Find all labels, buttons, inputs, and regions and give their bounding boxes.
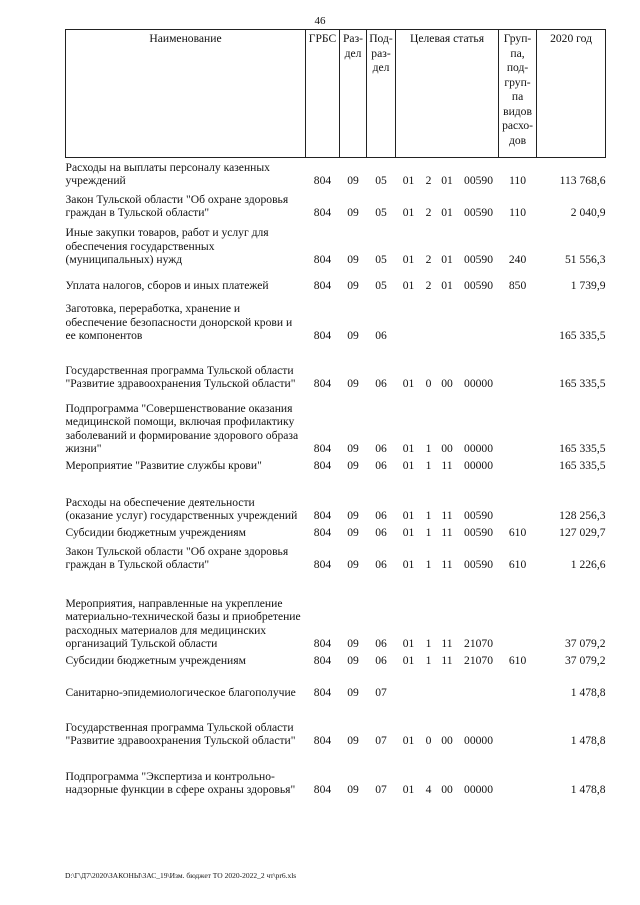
row-event: 00 — [441, 783, 453, 796]
row-section: 09 — [347, 637, 359, 650]
row-event: 11 — [441, 654, 453, 667]
row-program — [396, 295, 422, 345]
row-event: 01 — [441, 279, 453, 292]
row-direction: 00590 — [464, 526, 494, 539]
row-event: 11 — [441, 526, 453, 539]
row-amount: 2 040,9 — [570, 206, 606, 219]
row-expense-group — [499, 702, 537, 750]
row-subsection: 06 — [375, 459, 387, 472]
table-row — [66, 295, 606, 345]
row-expense-group — [499, 750, 537, 799]
row-subsection: 05 — [375, 279, 387, 292]
row-program: 01 — [402, 459, 415, 472]
table-row — [66, 190, 606, 222]
table-row — [66, 670, 606, 702]
row-subsection: 07 — [375, 734, 387, 747]
row-program — [396, 670, 422, 702]
row-subprogram: 4 — [425, 783, 432, 796]
table-row — [66, 702, 606, 750]
row-grbs: 804 — [313, 783, 332, 796]
row-expense-group — [499, 574, 537, 653]
row-grbs: 804 — [313, 509, 332, 522]
row-section: 09 — [347, 279, 359, 292]
row-program: 01 — [402, 253, 415, 266]
row-subsection: 06 — [375, 637, 387, 650]
row-amount: 37 079,2 — [564, 654, 606, 667]
table-row — [66, 222, 606, 269]
row-subsection: 06 — [375, 442, 387, 455]
row-subsection: 06 — [375, 654, 387, 667]
row-subprogram: 0 — [425, 377, 432, 390]
row-event: 01 — [441, 174, 453, 187]
row-amount: 127 029,7 — [559, 526, 606, 539]
row-subprogram: 0 — [425, 734, 432, 747]
row-program: 01 — [402, 377, 415, 390]
file-path-footer: D:\Г\Д7\2020\ЗАКОНЫ\ЗАС_19\Изм. бюджет ТО 2020-2022_2 чт\pr6.xls — [65, 871, 297, 880]
row-subsection: 06 — [375, 509, 387, 522]
row-section: 09 — [347, 654, 359, 667]
row-direction: 00590 — [464, 509, 494, 522]
row-grbs: 804 — [313, 558, 332, 571]
row-amount: 128 256,3 — [559, 509, 606, 522]
row-section: 09 — [347, 734, 359, 747]
row-name: Санитарно-эпидемиологическое благополучие — [65, 686, 296, 699]
row-subprogram: 2 — [425, 253, 432, 266]
table-row — [66, 393, 606, 458]
row-direction: 00590 — [464, 253, 494, 266]
row-amount: 165 335,5 — [559, 377, 606, 390]
row-name: Иные закупки товаров, работ и услуг для обеспечения государственных (муниципальных) нужд — [65, 226, 269, 266]
row-program: 01 — [402, 558, 415, 571]
header-section: Раз- дел — [340, 30, 367, 158]
header-name: Наименование — [66, 30, 306, 158]
row-direction: 00000 — [464, 734, 494, 747]
table-row — [66, 750, 606, 799]
row-name: Заготовка, переработка, хранение и обеспечение безопасности донорской крови и ее компонентов — [65, 302, 293, 342]
row-event — [436, 295, 459, 345]
row-direction: 21070 — [464, 654, 494, 667]
row-name: Субсидии бюджетным учреждениям — [65, 526, 246, 539]
header-target-article: Целевая статья — [396, 30, 499, 158]
table-header-row — [66, 30, 606, 158]
row-subprogram: 1 — [425, 509, 432, 522]
row-expense-group — [499, 670, 537, 702]
row-section: 09 — [347, 783, 359, 796]
row-event: 00 — [441, 377, 453, 390]
row-name: Подпрограмма "Экспертиза и контрольно-надзорные функции в сфере охраны здоровья" — [65, 769, 296, 796]
row-direction: 00000 — [464, 377, 494, 390]
row-section: 09 — [347, 558, 359, 571]
row-amount: 165 335,5 — [559, 442, 606, 455]
row-name: Мероприятия, направленные на укрепление материально-технической базы и приобретение расходных материалов для медицинских организаций Тульской области — [65, 596, 301, 650]
table-row — [66, 345, 606, 393]
row-name: Подпрограмма "Совершенствование оказания медицинской помощи, включая профилактику заболеваний и формирование здорового образа жизни" — [65, 401, 299, 455]
table-row — [66, 475, 606, 525]
row-event: 01 — [441, 253, 453, 266]
row-expense-group: 610 — [508, 526, 527, 539]
row-subprogram: 1 — [425, 558, 432, 571]
row-direction — [459, 295, 499, 345]
row-direction: 00000 — [464, 442, 494, 455]
row-grbs: 804 — [313, 654, 332, 667]
row-amount: 1 226,6 — [570, 558, 606, 571]
row-grbs: 804 — [313, 637, 332, 650]
table-row — [66, 653, 606, 670]
row-subprogram: 2 — [425, 279, 432, 292]
row-program: 01 — [402, 442, 415, 455]
header-subsection: Под- раз- дел — [367, 30, 396, 158]
row-grbs: 804 — [313, 329, 332, 342]
row-subprogram: 1 — [425, 654, 432, 667]
header-year: 2020 год — [537, 30, 606, 158]
table-body — [66, 158, 606, 799]
row-program: 01 — [402, 526, 415, 539]
row-expense-group — [499, 475, 537, 525]
row-section: 09 — [347, 442, 359, 455]
row-grbs: 804 — [313, 526, 332, 539]
row-name: Уплата налогов, сборов и иных платежей — [65, 279, 269, 292]
row-amount: 51 556,3 — [564, 253, 606, 266]
header-expense-group: Груп- па, под- груп- па видов расхо- дов — [499, 30, 537, 158]
row-program: 01 — [402, 509, 415, 522]
row-name: Субсидии бюджетным учреждениям — [65, 654, 246, 667]
row-amount: 1 739,9 — [570, 279, 606, 292]
row-expense-group: 240 — [508, 253, 527, 266]
row-program: 01 — [402, 654, 415, 667]
row-section: 09 — [347, 206, 359, 219]
row-event: 11 — [441, 459, 453, 472]
row-expense-group — [499, 295, 537, 345]
row-subprogram: 1 — [425, 637, 432, 650]
table-row — [66, 574, 606, 653]
table-row — [66, 542, 606, 574]
row-section: 09 — [347, 509, 359, 522]
row-direction: 00590 — [464, 174, 494, 187]
row-direction: 00590 — [464, 279, 494, 292]
row-subsection: 06 — [375, 377, 387, 390]
row-subprogram: 2 — [425, 206, 432, 219]
page-number: 46 — [314, 15, 326, 27]
row-subsection: 05 — [375, 253, 387, 266]
row-grbs: 804 — [313, 686, 332, 699]
row-direction — [459, 670, 499, 702]
row-program: 01 — [402, 206, 415, 219]
row-subprogram — [422, 670, 436, 702]
row-section: 09 — [347, 459, 359, 472]
row-grbs: 804 — [313, 253, 332, 266]
row-event: 11 — [441, 637, 453, 650]
row-section: 09 — [347, 377, 359, 390]
row-section: 09 — [347, 174, 359, 187]
row-expense-group — [499, 345, 537, 393]
row-section: 09 — [347, 686, 359, 699]
row-event: 11 — [441, 558, 453, 571]
row-program: 01 — [402, 279, 415, 292]
row-name: Государственная программа Тульской области "Развитие здравоохранения Тульской области" — [65, 363, 296, 390]
row-name: Расходы на обеспечение деятельности (оказание услуг) государственных учреждений — [65, 495, 298, 522]
row-amount: 165 335,5 — [559, 459, 606, 472]
table-row — [66, 525, 606, 542]
row-amount: 37 079,2 — [564, 637, 606, 650]
row-grbs: 804 — [313, 459, 332, 472]
row-subprogram — [422, 295, 436, 345]
row-subsection: 06 — [375, 526, 387, 539]
row-direction: 00590 — [464, 558, 494, 571]
row-grbs: 804 — [313, 377, 332, 390]
row-subsection: 07 — [375, 686, 387, 699]
row-event: 00 — [441, 734, 453, 747]
row-name: Расходы на выплаты персоналу казенных учреждений — [65, 160, 270, 187]
row-subsection: 07 — [375, 783, 387, 796]
row-event: 00 — [441, 442, 453, 455]
row-amount: 1 478,8 — [570, 686, 606, 699]
row-grbs: 804 — [313, 442, 332, 455]
row-subsection: 06 — [375, 329, 387, 342]
row-amount: 1 478,8 — [570, 734, 606, 747]
table-row — [66, 158, 606, 190]
row-direction: 00590 — [464, 206, 494, 219]
row-subprogram: 1 — [425, 442, 432, 455]
row-subsection: 06 — [375, 558, 387, 571]
row-expense-group: 110 — [509, 174, 527, 187]
row-program: 01 — [402, 734, 415, 747]
row-expense-group: 610 — [508, 558, 527, 571]
budget-table — [65, 29, 606, 799]
row-expense-group: 610 — [508, 654, 527, 667]
row-grbs: 804 — [313, 279, 332, 292]
row-subprogram: 1 — [425, 459, 432, 472]
row-amount: 113 768,6 — [559, 174, 606, 187]
row-section: 09 — [347, 329, 359, 342]
row-direction: 00000 — [464, 459, 494, 472]
row-expense-group — [499, 458, 537, 475]
row-grbs: 804 — [313, 734, 332, 747]
row-name: Закон Тульской области "Об охране здоровья граждан в Тульской области" — [65, 544, 289, 571]
row-direction: 00000 — [464, 783, 494, 796]
row-name: Мероприятие "Развитие службы крови" — [65, 459, 262, 472]
row-grbs: 804 — [313, 206, 332, 219]
row-amount: 165 335,5 — [559, 329, 606, 342]
row-expense-group — [499, 393, 537, 458]
row-section: 09 — [347, 526, 359, 539]
row-program: 01 — [402, 637, 415, 650]
row-expense-group: 110 — [509, 206, 527, 219]
header-grbs: ГРБС — [306, 30, 340, 158]
row-amount: 1 478,8 — [570, 783, 606, 796]
row-subprogram: 1 — [425, 526, 432, 539]
row-subprogram: 2 — [425, 174, 432, 187]
row-program: 01 — [402, 174, 415, 187]
row-event: 01 — [441, 206, 453, 219]
row-program: 01 — [402, 783, 415, 796]
row-direction: 21070 — [464, 637, 494, 650]
row-expense-group: 850 — [508, 279, 527, 292]
row-grbs: 804 — [313, 174, 332, 187]
row-name: Закон Тульской области "Об охране здоровья граждан в Тульской области" — [65, 192, 289, 219]
table-row — [66, 269, 606, 295]
table-row — [66, 458, 606, 475]
row-event — [436, 670, 459, 702]
row-subsection: 05 — [375, 206, 387, 219]
row-event: 11 — [441, 509, 453, 522]
row-name: Государственная программа Тульской области "Развитие здравоохранения Тульской области" — [65, 720, 296, 747]
row-subsection: 05 — [375, 174, 387, 187]
row-section: 09 — [347, 253, 359, 266]
